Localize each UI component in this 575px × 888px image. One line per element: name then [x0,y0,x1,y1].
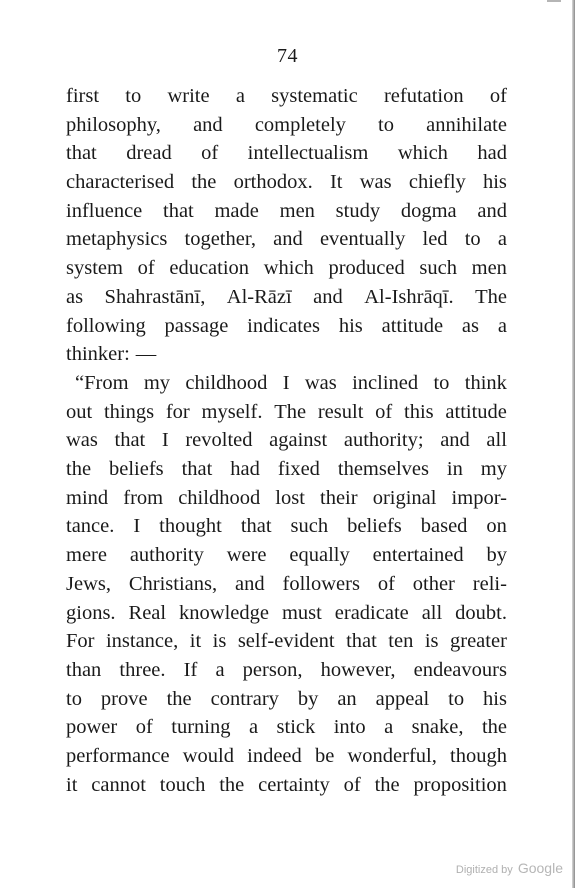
text-line [66,713,507,742]
word: was [66,429,98,452]
word: thought [159,515,222,538]
text-line [66,283,507,312]
word: and [477,199,507,222]
word: their [320,486,358,509]
word: beliefs [108,458,164,481]
text-line [66,139,507,168]
word: against [269,429,328,452]
word: authority [129,544,204,567]
word: it [189,630,202,653]
word: annihilate [426,113,507,136]
word: that [181,458,213,481]
word: from [123,486,164,509]
word: completely [254,113,346,136]
word: indicates [247,314,321,337]
word: his [483,687,507,710]
word: it [66,773,78,796]
word: tance. [66,515,115,538]
word: proposition [413,773,507,796]
word: followers [282,572,360,595]
text-line [66,82,507,111]
word: self-evident [237,630,335,653]
word: and [235,572,265,595]
word: by [486,544,507,567]
word: to [125,85,142,107]
text-line [66,541,507,570]
word: such [290,515,329,538]
word: mere [66,544,107,567]
word: things [103,400,155,423]
word: knowledge [179,601,269,624]
word: wonderful, [347,744,437,767]
word: Real [128,601,167,624]
word: I [133,515,141,538]
word: produced [328,257,405,280]
word: based [420,515,468,538]
word: performance [66,744,170,767]
word: to [378,113,394,136]
word: that [240,515,272,538]
word: had [230,458,260,481]
word: influence [66,199,143,222]
word: dread [126,142,172,165]
word: instance, [105,630,179,653]
text-line [66,627,507,656]
text-line [66,742,507,771]
word: and [313,285,343,308]
word: of [137,257,155,280]
word: an [337,687,357,710]
word: chiefly [408,171,466,194]
word: impor- [451,486,507,509]
word: that [114,429,146,452]
word: for [165,400,190,423]
word: however, [320,658,396,681]
word: the [66,458,92,481]
word: myself. [201,400,263,423]
text-line [66,484,507,513]
word: and [440,429,470,452]
word: If [183,658,198,681]
word: cannot [91,773,146,796]
word: intellectualism [247,142,369,165]
word: Shahrastānī, [104,285,206,308]
word: indeed [247,744,302,767]
word: certainty [258,773,330,796]
word: which [397,142,448,165]
word: attitude [445,400,507,423]
text-line [66,599,507,628]
word: study [335,199,381,222]
word: though [450,744,507,767]
word: I [282,372,290,394]
word: themselves [337,458,429,481]
word: reli- [472,572,507,595]
word: into [333,716,366,739]
word: the [219,773,245,796]
word: system [66,257,123,280]
word: a [235,85,245,107]
text-line [66,111,507,140]
word: For [66,630,95,653]
word: power [66,716,118,739]
digitized-watermark [456,860,563,876]
word: be [314,744,335,767]
word: by [297,687,319,710]
word: is [212,630,227,653]
word: prove [100,687,148,710]
word: It [329,171,343,194]
word: thinker: [66,343,130,366]
word: snake, [411,716,464,739]
text-line [66,512,507,541]
word: fixed [277,458,320,481]
word: such [419,257,457,280]
word: his [338,314,363,337]
word: authority; [343,429,424,452]
word: of [343,773,361,796]
word: revolted [185,429,253,452]
word: other [412,572,455,595]
word: The [274,400,307,423]
word: result [317,400,364,423]
word: following [66,314,146,337]
word: education [169,257,250,280]
word: the [191,171,217,194]
word: a [215,658,225,681]
word: which [263,257,314,280]
text-line [66,771,507,800]
word: stick [276,716,316,739]
word: equally [289,544,350,567]
word: must [281,601,322,624]
word: doubt. [455,601,507,624]
word: as [66,285,84,308]
word: systematic [271,85,358,107]
word: — [135,343,157,366]
word: that [66,142,97,165]
word: passage [164,314,229,337]
text-line [66,369,507,398]
word: Al-Ishrāqī. [364,285,454,308]
word: in [446,458,463,481]
word: orthodox. [233,171,313,194]
word: that [163,199,194,222]
paragraph-1 [66,82,507,369]
text-line [66,340,507,369]
word: of [201,142,219,165]
text-line [66,455,507,484]
word: as [461,314,479,337]
word: three. [119,658,166,681]
text-line [66,225,507,254]
word: is [424,630,439,653]
word: and [273,228,303,251]
word: attitude [381,314,444,337]
word: a [384,716,394,739]
word: of [375,400,393,423]
word: on [486,515,507,538]
text-line [66,168,507,197]
word: a [497,228,507,251]
word: entertained [372,544,464,567]
word: the [166,687,192,710]
word: made [214,199,259,222]
word: characterised [66,171,175,194]
word: think [464,372,507,394]
word: appeal [375,687,430,710]
word: was [304,372,337,394]
word: had [477,142,507,165]
paragraph-2 [66,369,507,799]
page-number: 74 [277,45,298,67]
word: The [475,285,507,308]
word: a [497,314,507,337]
word: a [248,716,259,739]
word: out [66,400,93,423]
word: write [167,85,210,107]
word: men [279,199,315,222]
word: to [448,687,465,710]
word: men [471,257,507,280]
word: led [422,228,448,251]
word: of [135,716,153,739]
word: my [143,372,171,394]
word: the [374,773,400,796]
word: Jews, [66,572,111,595]
watermark-brand: Google [517,860,563,876]
word: beliefs [347,515,402,538]
word: than [66,658,102,681]
word: first [66,85,100,107]
word: together, [184,228,256,251]
word: that [346,630,377,653]
word: metaphysics [66,228,168,251]
text-line [66,426,507,455]
word: of [489,85,507,107]
word: his [482,171,507,194]
text-line [66,398,507,427]
word: gions. [66,601,116,624]
text-line [66,312,507,341]
word: of [377,572,395,595]
word: original [372,486,437,509]
word: childhood [185,372,268,394]
word: were [226,544,267,567]
word: Al-Rāzī [226,285,292,308]
word: all [486,429,507,452]
word: mind [66,486,109,509]
word: refutation [383,85,464,107]
word: childhood [178,486,261,509]
word: contrary [210,687,279,710]
word: “From [75,372,129,394]
word: ten [388,630,414,653]
word: lost [275,486,305,509]
word: was [359,171,392,194]
text-line [66,685,507,714]
word: to [464,228,481,251]
word: endeavours [413,658,507,681]
word: to [66,687,82,710]
word: would [182,744,234,767]
watermark-prefix: Digitized by [455,864,513,876]
word: eradicate [334,601,409,624]
word: touch [159,773,206,796]
word: inclined [352,372,419,394]
text-line [66,254,507,283]
text-line [66,570,507,599]
text-line [66,656,507,685]
word: eventually [319,228,406,251]
page-corner-mark [547,0,561,2]
word: Christians, [128,572,218,595]
word: dogma [400,199,457,222]
word: and [193,113,223,136]
word: greater [450,630,507,653]
text-line [66,197,507,226]
word: all [421,601,443,624]
word: this [404,400,434,423]
word: the [481,716,507,739]
word: philosophy, [66,113,161,136]
word: my [480,458,507,481]
word: person, [242,658,303,681]
word: to [433,372,450,394]
word: I [161,429,169,452]
word: turning [171,716,231,739]
